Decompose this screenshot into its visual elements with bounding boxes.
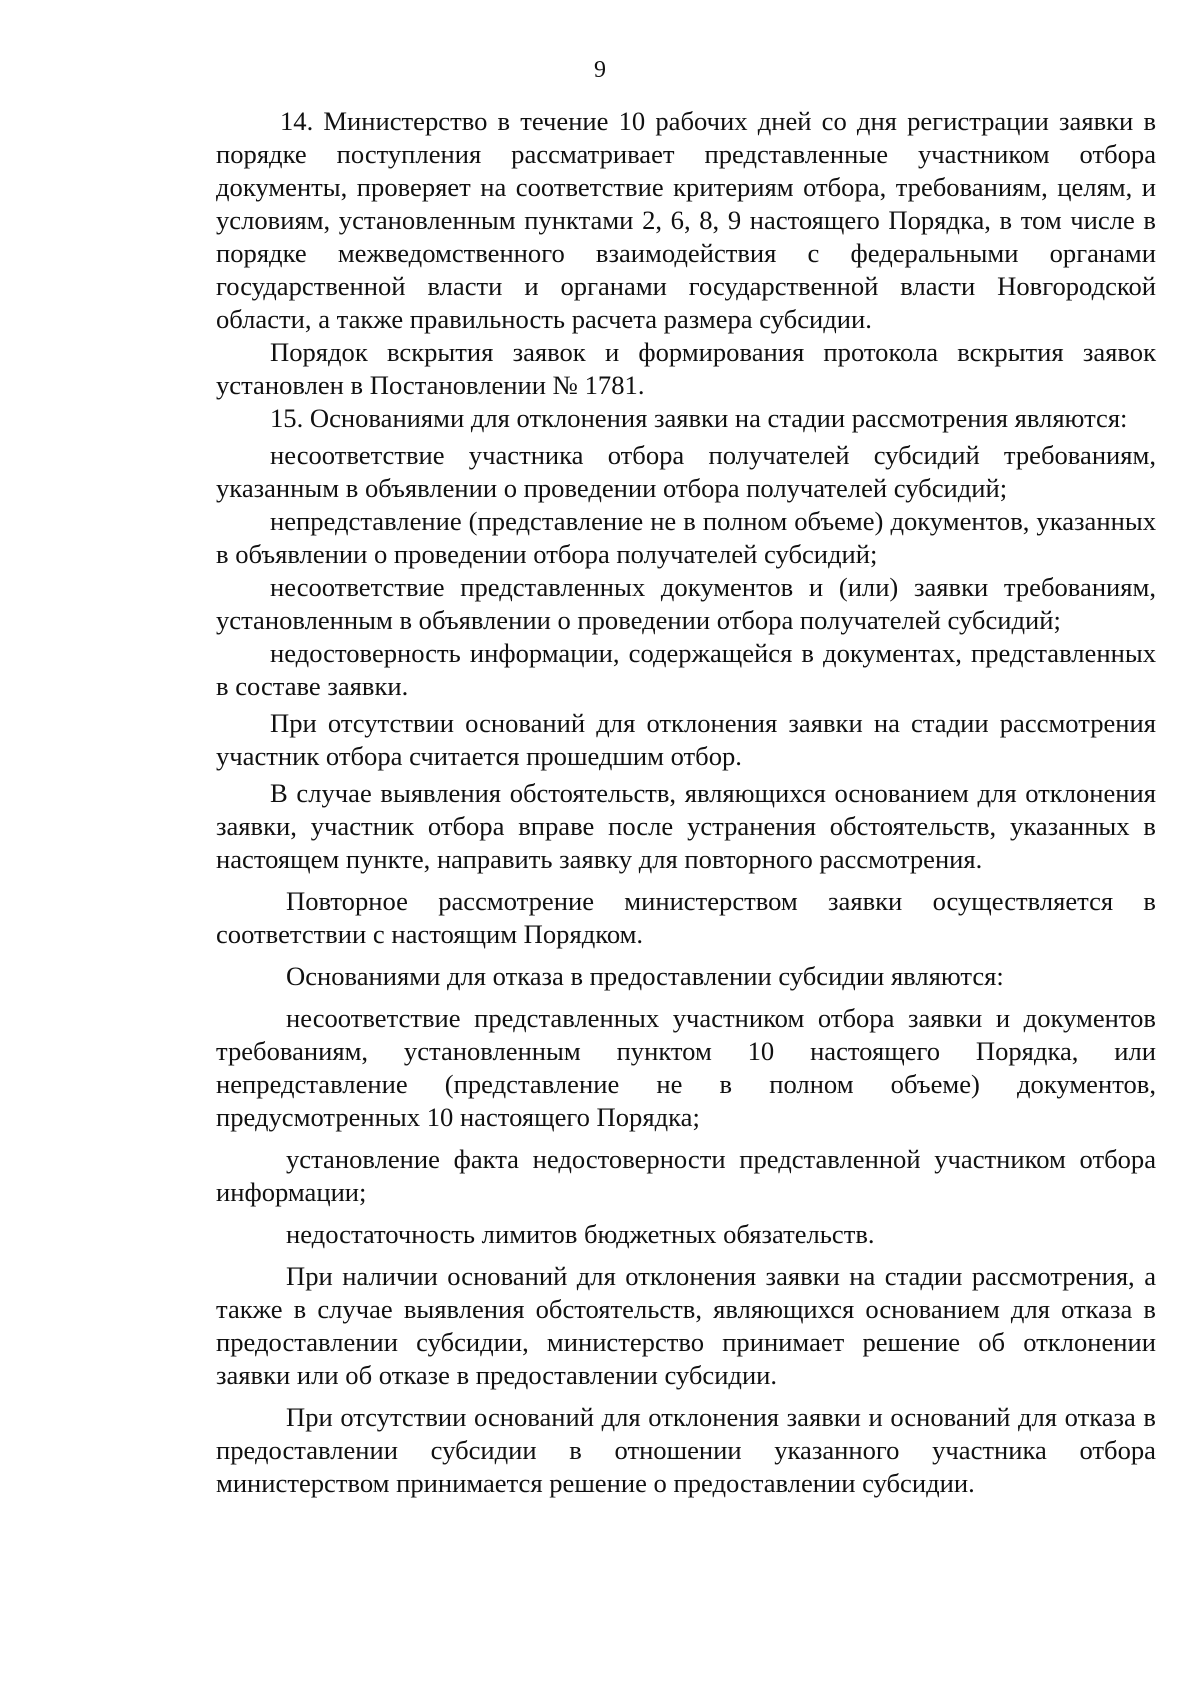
paragraph-repeated-review: Повторное рассмотрение министерством заявки осуществляется в соответствии с настоящим Порядком.: [216, 886, 1156, 949]
paragraph-passed-selection: При отсутствии оснований для отклонения заявки на стадии рассмотрения участник отбора считается прошедшим отбор.: [216, 708, 1156, 771]
paragraph-14-review: 14. Министерство в течение 10 рабочих дней со дня регистрации заявки в порядке поступления рассматривает представленные участником отбора документы, проверяет на соответствие критериям отбора, требованиям, целям, и условиям, установленным пунктами 2, 6, 8, 9 настоящего Порядка, в том числе в порядке межведомственного взаимодействия с федеральными органами государственной власти и органами государственной власти Новгородской области, а также правильность расчета размера субсидии.: [216, 106, 1156, 334]
list-item-false-information: установление факта недостоверности представленной участником отбора информации;: [216, 1144, 1156, 1207]
paragraph-15-rejection-grounds: 15. Основаниями для отклонения заявки на стадии рассмотрения являются:: [270, 403, 1128, 433]
paragraph-rejection-decision: При наличии оснований для отклонения заявки на стадии рассмотрения, а также в случае выявления обстоятельств, являющихся основанием для отказа в предоставлении субсидии, министерство принимает решение об отклонении заявки или об отказе в предоставлении субсидии.: [216, 1261, 1156, 1390]
list-item-participant-mismatch: несоответствие участника отбора получателей субсидий требованиям, указанным в объявлении о проведении отбора получателей субсидий;: [216, 440, 1156, 503]
list-item-documents-mismatch: несоответствие представленных документов и (или) заявки требованиям, установленным в объявлении о проведении отбора получателей субсидий;: [216, 572, 1156, 635]
paragraph-resubmission: В случае выявления обстоятельств, являющихся основанием для отклонения заявки, участник отбора вправе после устранения обстоятельств, указанных в настоящем пункте, направить заявку для повторного рассмотрения.: [216, 778, 1156, 874]
list-item-documents-missing: непредставление (представление не в полном объеме) документов, указанных в объявлении о проведении отбора получателей субсидий;: [216, 506, 1156, 569]
paragraph-grant-decision: При отсутствии оснований для отклонения заявки и оснований для отказа в предоставлении субсидии в отношении указанного участника отбора министерством принимается решение о предоставлении субсидии.: [216, 1402, 1156, 1498]
list-item-unreliable-info: недостоверность информации, содержащейся в документах, представленных в составе заявки.: [216, 638, 1156, 701]
paragraph-opening-procedure: Порядок вскрытия заявок и формирования протокола вскрытия заявок установлен в Постановлении № 1781.: [216, 337, 1156, 400]
document-body: [216, 105, 1156, 1500]
paragraph-refusal-grounds: Основаниями для отказа в предоставлении субсидии являются:: [286, 961, 1004, 991]
list-item-budget-limits: недостаточность лимитов бюджетных обязательств.: [286, 1219, 875, 1249]
page-number: 9: [594, 57, 606, 83]
list-item-application-mismatch: несоответствие представленных участником отбора заявки и документов требованиям, установленным пунктом 10 настоящего Порядка, или непредставление (представление не в полном объеме) документов, предусмотренных 10 настоящего Порядка;: [216, 1003, 1156, 1132]
